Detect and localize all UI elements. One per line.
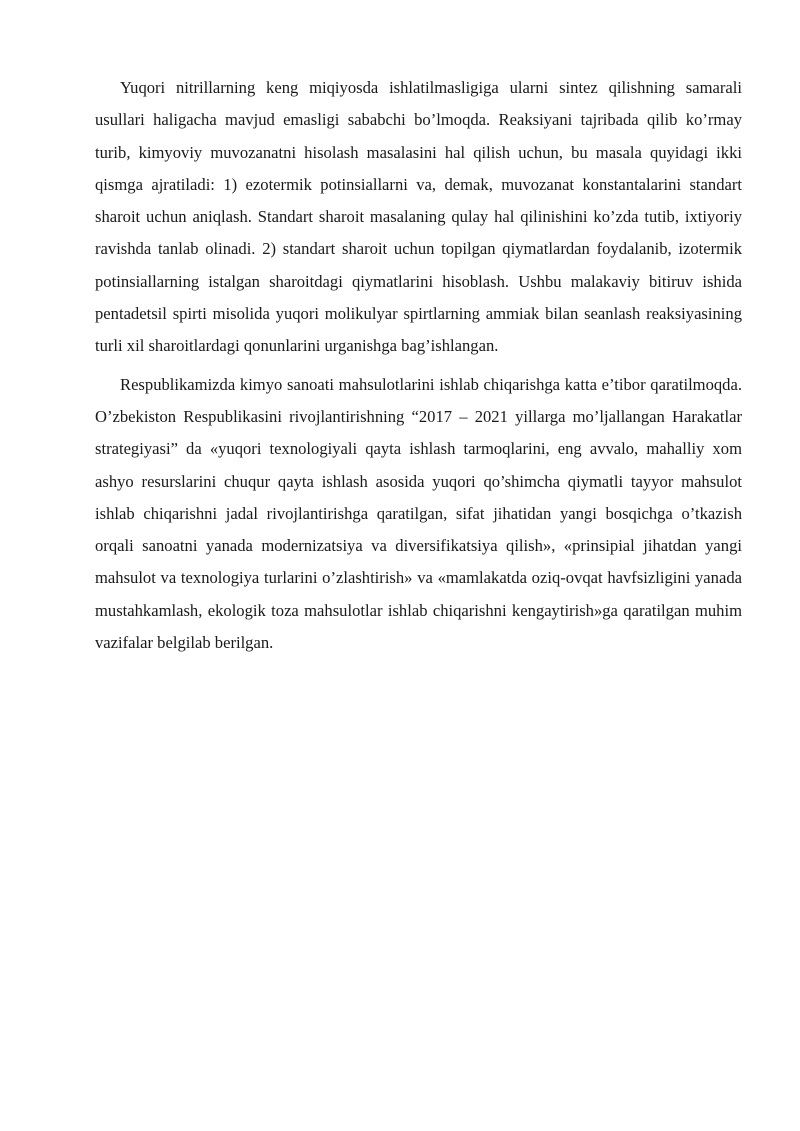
paragraph-1: Yuqori nitrillarning keng miqiyosda ishlatilmasligiga ularni sintez qilishning samarali usullari haligacha mavjud emasligi sababchi bo’lmoqda. Reaksiyani tajribada qilib ko’rmay turib, kimyoviy muvozanatni hisolash masalasini hal qilish uchun, bu masala quyidagi ikki qismga ajratiladi: 1) ezotermik potinsiallarni va, demak, muvozanat konstantalarini standart sharoit uchun aniqlash. Standart sharoit masalaning qulay hal qilinishini ko’zda tutib, ixtiyoriy ravishda tanlab olinadi. 2) standart sharoit uchun topilgan qiymatlardan foydalanib, izotermik potinsiallarning istalgan sharoitdagi qiymatlarini hisoblash. Ushbu malakaviy bitiruv ishida pentadetsil spirti misolida yuqori molikulyar spirtlarning ammiak bilan seanlash reaksiyasining turli xil sharoitlardagi qonunlarini urganishga bag’ishlangan. [95, 78, 742, 356]
document-page [95, 72, 742, 659]
paragraph-2: Respublikamizda kimyo sanoati mahsulotlarini ishlab chiqarishga katta e’tibor qaratilmoqda. O’zbekiston Respublikasini rivojlantirishning “2017 – 2021 yillarga mo’ljallangan Harakatlar strategiyasi” da «yuqori texnologiyali qayta ishlash tarmoqlarini, eng avvalo, mahalliy xom ashyo resurslarini chuqur qayta ishlash asosida yuqori qo’shimcha qiymatli tayyor mahsulot ishlab chiqarishni jadal rivojlantirishga qaratilgan, sifat jihatidan yangi bosqichga o’tkazish orqali sanoatni yanada modernizatsiya va diversifikatsiya qilish», «prinsipial jihatdan yangi mahsulot va texnologiya turlarini o’zlashtirish» va «mamlakatda oziq-ovqat havfsizligini yanada mustahkamlash, ekologik toza mahsulotlar ishlab chiqarishni kengaytirish»ga qaratilgan muhim vazifalar belgilab berilgan. [95, 374, 742, 653]
